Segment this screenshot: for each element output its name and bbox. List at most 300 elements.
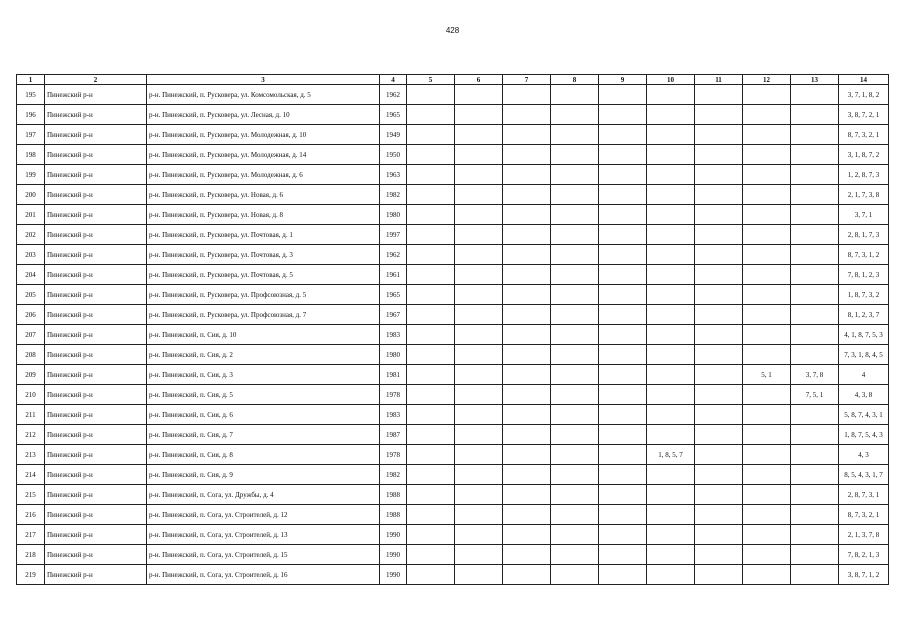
col14-cell: 2, 8, 1, 7, 3 (839, 225, 889, 245)
col13-cell (791, 405, 839, 425)
district-cell: Пинежский р-н (45, 385, 147, 405)
table-row (17, 105, 889, 125)
year-built-cell: 1990 (380, 565, 407, 585)
col5-cell (407, 225, 455, 245)
col13-cell (791, 425, 839, 445)
col9-cell (599, 165, 647, 185)
col9-cell (599, 465, 647, 485)
col14-cell: 3, 7, 1 (839, 205, 889, 225)
col10-cell (647, 365, 695, 385)
col5-cell (407, 565, 455, 585)
year-built-cell: 1983 (380, 325, 407, 345)
col14-cell: 4, 3, 8 (839, 385, 889, 405)
col12-cell (743, 245, 791, 265)
col10-cell: 1, 8, 5, 7 (647, 445, 695, 465)
address-cell: р-н. Пинежский, п. Сия, д. 8 (147, 445, 380, 465)
col13-cell (791, 145, 839, 165)
col5-cell (407, 345, 455, 365)
address-cell: р-н. Пинежский, п. Сога, ул. Строителей, д. 12 (147, 505, 380, 525)
col13-cell (791, 525, 839, 545)
col10-cell (647, 505, 695, 525)
district-cell: Пинежский р-н (45, 165, 147, 185)
year-built-cell: 1962 (380, 85, 407, 105)
col7-cell (503, 165, 551, 185)
district-cell: Пинежский р-н (45, 285, 147, 305)
address-cell: р-н. Пинежский, п. Русковера, ул. Почтовая, д. 1 (147, 225, 380, 245)
district-cell: Пинежский р-н (45, 525, 147, 545)
table-row (17, 165, 889, 185)
col13-cell (791, 245, 839, 265)
col9-cell (599, 345, 647, 365)
col7-cell (503, 145, 551, 165)
col8-cell (551, 125, 599, 145)
col10-cell (647, 125, 695, 145)
column-header-8: 8 (551, 75, 599, 85)
col6-cell (455, 325, 503, 345)
col14-cell: 4, 1, 8, 7, 5, 3 (839, 325, 889, 345)
table-row (17, 265, 889, 285)
row-number-cell: 202 (17, 225, 45, 245)
col6-cell (455, 245, 503, 265)
col7-cell (503, 425, 551, 445)
col9-cell (599, 545, 647, 565)
table-row (17, 225, 889, 245)
address-cell: р-н. Пинежский, п. Сия, д. 7 (147, 425, 380, 445)
col13-cell (791, 265, 839, 285)
col8-cell (551, 385, 599, 405)
col10-cell (647, 465, 695, 485)
col11-cell (695, 505, 743, 525)
address-cell: р-н. Пинежский, п. Русковера, ул. Почтовая, д. 5 (147, 265, 380, 285)
column-header-10: 10 (647, 75, 695, 85)
col12-cell (743, 285, 791, 305)
year-built-cell: 1965 (380, 105, 407, 125)
col5-cell (407, 205, 455, 225)
col8-cell (551, 285, 599, 305)
col12-cell (743, 325, 791, 345)
col7-cell (503, 325, 551, 345)
col10-cell (647, 245, 695, 265)
col9-cell (599, 565, 647, 585)
col11-cell (695, 445, 743, 465)
col6-cell (455, 565, 503, 585)
col10-cell (647, 405, 695, 425)
col6-cell (455, 185, 503, 205)
col11-cell (695, 245, 743, 265)
table-row (17, 425, 889, 445)
col8-cell (551, 405, 599, 425)
col8-cell (551, 265, 599, 285)
col8-cell (551, 85, 599, 105)
col7-cell (503, 345, 551, 365)
table-row (17, 505, 889, 525)
address-cell: р-н. Пинежский, п. Русковера, ул. Новая, д. 6 (147, 185, 380, 205)
col10-cell (647, 265, 695, 285)
col13-cell (791, 125, 839, 145)
col8-cell (551, 365, 599, 385)
col11-cell (695, 345, 743, 365)
col5-cell (407, 125, 455, 145)
housing-register-table (16, 74, 889, 585)
row-number-cell: 205 (17, 285, 45, 305)
col14-cell: 3, 7, 1, 8, 2 (839, 85, 889, 105)
col7-cell (503, 205, 551, 225)
col10-cell (647, 185, 695, 205)
col6-cell (455, 165, 503, 185)
col14-cell: 7, 3, 1, 8, 4, 5 (839, 345, 889, 365)
col7-cell (503, 545, 551, 565)
col5-cell (407, 265, 455, 285)
year-built-cell: 1950 (380, 145, 407, 165)
col13-cell (791, 205, 839, 225)
col9-cell (599, 445, 647, 465)
col12-cell (743, 505, 791, 525)
col14-cell: 1, 8, 7, 5, 4, 3 (839, 425, 889, 445)
year-built-cell: 1981 (380, 365, 407, 385)
col14-cell: 8, 7, 3, 1, 2 (839, 245, 889, 265)
col13-cell (791, 325, 839, 345)
col13-cell (791, 285, 839, 305)
address-cell: р-н. Пинежский, п. Русковера, ул. Новая, д. 8 (147, 205, 380, 225)
col10-cell (647, 225, 695, 245)
col8-cell (551, 145, 599, 165)
row-number-cell: 214 (17, 465, 45, 485)
table-row (17, 145, 889, 165)
col11-cell (695, 385, 743, 405)
col9-cell (599, 265, 647, 285)
col10-cell (647, 305, 695, 325)
col5-cell (407, 545, 455, 565)
address-cell: р-н. Пинежский, п. Русковера, ул. Почтовая, д. 3 (147, 245, 380, 265)
col8-cell (551, 305, 599, 325)
col6-cell (455, 85, 503, 105)
col5-cell (407, 245, 455, 265)
col9-cell (599, 305, 647, 325)
col14-cell: 8, 1, 2, 3, 7 (839, 305, 889, 325)
col9-cell (599, 185, 647, 205)
row-number-cell: 207 (17, 325, 45, 345)
table-row (17, 305, 889, 325)
table-row (17, 325, 889, 345)
table-row (17, 385, 889, 405)
col7-cell (503, 225, 551, 245)
col14-cell: 2, 1, 3, 7, 8 (839, 525, 889, 545)
col6-cell (455, 445, 503, 465)
col5-cell (407, 85, 455, 105)
col12-cell (743, 145, 791, 165)
col11-cell (695, 145, 743, 165)
district-cell: Пинежский р-н (45, 105, 147, 125)
col7-cell (503, 525, 551, 545)
col6-cell (455, 425, 503, 445)
col9-cell (599, 85, 647, 105)
year-built-cell: 1988 (380, 485, 407, 505)
table-row (17, 405, 889, 425)
col7-cell (503, 105, 551, 125)
col12-cell (743, 445, 791, 465)
col8-cell (551, 425, 599, 445)
column-header-11: 11 (695, 75, 743, 85)
col9-cell (599, 485, 647, 505)
district-cell: Пинежский р-н (45, 365, 147, 385)
col13-cell (791, 505, 839, 525)
row-number-cell: 216 (17, 505, 45, 525)
col8-cell (551, 345, 599, 365)
col9-cell (599, 245, 647, 265)
col11-cell (695, 85, 743, 105)
col6-cell (455, 465, 503, 485)
col9-cell (599, 205, 647, 225)
col14-cell: 1, 2, 8, 7, 3 (839, 165, 889, 185)
col8-cell (551, 505, 599, 525)
year-built-cell: 1988 (380, 505, 407, 525)
col12-cell (743, 525, 791, 545)
col11-cell (695, 325, 743, 345)
col10-cell (647, 485, 695, 505)
column-header-2: 2 (45, 75, 147, 85)
col9-cell (599, 105, 647, 125)
col7-cell (503, 505, 551, 525)
col14-cell: 4, 3 (839, 445, 889, 465)
row-number-cell: 219 (17, 565, 45, 585)
col6-cell (455, 225, 503, 245)
col6-cell (455, 345, 503, 365)
table-row (17, 565, 889, 585)
col9-cell (599, 225, 647, 245)
col11-cell (695, 125, 743, 145)
year-built-cell: 1965 (380, 285, 407, 305)
district-cell: Пинежский р-н (45, 305, 147, 325)
col6-cell (455, 105, 503, 125)
col9-cell (599, 145, 647, 165)
col13-cell (791, 565, 839, 585)
row-number-cell: 209 (17, 365, 45, 385)
row-number-cell: 200 (17, 185, 45, 205)
col14-cell: 3, 1, 8, 7, 2 (839, 145, 889, 165)
col7-cell (503, 285, 551, 305)
col8-cell (551, 565, 599, 585)
col6-cell (455, 405, 503, 425)
col14-cell: 1, 8, 7, 3, 2 (839, 285, 889, 305)
col5-cell (407, 445, 455, 465)
col11-cell (695, 465, 743, 485)
col9-cell (599, 285, 647, 305)
district-cell: Пинежский р-н (45, 345, 147, 365)
col11-cell (695, 285, 743, 305)
col8-cell (551, 525, 599, 545)
col5-cell (407, 385, 455, 405)
district-cell: Пинежский р-н (45, 545, 147, 565)
year-built-cell: 1967 (380, 305, 407, 325)
table-row (17, 445, 889, 465)
col8-cell (551, 105, 599, 125)
col11-cell (695, 545, 743, 565)
col11-cell (695, 565, 743, 585)
district-cell: Пинежский р-н (45, 205, 147, 225)
col9-cell (599, 525, 647, 545)
col11-cell (695, 305, 743, 325)
col8-cell (551, 205, 599, 225)
year-built-cell: 1987 (380, 425, 407, 445)
year-built-cell: 1983 (380, 405, 407, 425)
col11-cell (695, 225, 743, 245)
col12-cell (743, 85, 791, 105)
col14-cell: 5, 8, 7, 4, 3, 1 (839, 405, 889, 425)
col10-cell (647, 345, 695, 365)
district-cell: Пинежский р-н (45, 405, 147, 425)
column-header-13: 13 (791, 75, 839, 85)
col13-cell (791, 465, 839, 485)
col11-cell (695, 205, 743, 225)
address-cell: р-н. Пинежский, п. Русковера, ул. Профсоюзная, д. 7 (147, 305, 380, 325)
address-cell: р-н. Пинежский, п. Русковера, ул. Лесная, д. 10 (147, 105, 380, 125)
col7-cell (503, 245, 551, 265)
row-number-cell: 195 (17, 85, 45, 105)
col8-cell (551, 485, 599, 505)
col14-cell: 3, 8, 7, 1, 2 (839, 565, 889, 585)
col7-cell (503, 185, 551, 205)
row-number-cell: 199 (17, 165, 45, 185)
district-cell: Пинежский р-н (45, 85, 147, 105)
col6-cell (455, 545, 503, 565)
col12-cell (743, 465, 791, 485)
year-built-cell: 1978 (380, 385, 407, 405)
col14-cell: 2, 1, 7, 3, 8 (839, 185, 889, 205)
col7-cell (503, 385, 551, 405)
col10-cell (647, 105, 695, 125)
address-cell: р-н. Пинежский, п. Сия, д. 10 (147, 325, 380, 345)
year-built-cell: 1990 (380, 545, 407, 565)
col10-cell (647, 565, 695, 585)
col12-cell (743, 225, 791, 245)
col7-cell (503, 85, 551, 105)
col11-cell (695, 185, 743, 205)
address-cell: р-н. Пинежский, п. Сия, д. 5 (147, 385, 380, 405)
address-cell: р-н. Пинежский, п. Русковера, ул. Молодежная, д. 6 (147, 165, 380, 185)
table-body (17, 85, 889, 585)
column-header-14: 14 (839, 75, 889, 85)
col13-cell (791, 85, 839, 105)
col8-cell (551, 185, 599, 205)
district-cell: Пинежский р-н (45, 325, 147, 345)
col13-cell (791, 105, 839, 125)
address-cell: р-н. Пинежский, п. Сога, ул. Строителей, д. 16 (147, 565, 380, 585)
col7-cell (503, 445, 551, 465)
table-row (17, 285, 889, 305)
year-built-cell: 1963 (380, 165, 407, 185)
year-built-cell: 1949 (380, 125, 407, 145)
col13-cell (791, 185, 839, 205)
col5-cell (407, 325, 455, 345)
year-built-cell: 1978 (380, 445, 407, 465)
col13-cell: 7, 5, 1 (791, 385, 839, 405)
year-built-cell: 1982 (380, 185, 407, 205)
col10-cell (647, 425, 695, 445)
col11-cell (695, 525, 743, 545)
address-cell: р-н. Пинежский, п. Русковера, ул. Профсоюзная, д. 5 (147, 285, 380, 305)
col12-cell: 5, 1 (743, 365, 791, 385)
district-cell: Пинежский р-н (45, 265, 147, 285)
table-row (17, 525, 889, 545)
district-cell: Пинежский р-н (45, 185, 147, 205)
column-header-12: 12 (743, 75, 791, 85)
col7-cell (503, 305, 551, 325)
col6-cell (455, 305, 503, 325)
col11-cell (695, 265, 743, 285)
col9-cell (599, 125, 647, 145)
col9-cell (599, 365, 647, 385)
page-number: 428 (445, 26, 460, 35)
col11-cell (695, 485, 743, 505)
col6-cell (455, 265, 503, 285)
col8-cell (551, 445, 599, 465)
col10-cell (647, 145, 695, 165)
col13-cell (791, 545, 839, 565)
col12-cell (743, 205, 791, 225)
table-row (17, 85, 889, 105)
row-number-cell: 212 (17, 425, 45, 445)
col13-cell (791, 345, 839, 365)
col13-cell (791, 165, 839, 185)
col8-cell (551, 245, 599, 265)
col6-cell (455, 125, 503, 145)
col5-cell (407, 165, 455, 185)
col9-cell (599, 425, 647, 445)
col8-cell (551, 545, 599, 565)
district-cell: Пинежский р-н (45, 225, 147, 245)
col6-cell (455, 285, 503, 305)
col11-cell (695, 405, 743, 425)
col5-cell (407, 525, 455, 545)
col11-cell (695, 425, 743, 445)
col11-cell (695, 365, 743, 385)
col5-cell (407, 505, 455, 525)
district-cell: Пинежский р-н (45, 425, 147, 445)
col8-cell (551, 465, 599, 485)
address-cell: р-н. Пинежский, п. Русковера, ул. Молодежная, д. 10 (147, 125, 380, 145)
table-row (17, 245, 889, 265)
col13-cell (791, 445, 839, 465)
col13-cell (791, 305, 839, 325)
column-header-3: 3 (147, 75, 380, 85)
row-number-cell: 213 (17, 445, 45, 465)
col6-cell (455, 365, 503, 385)
column-header-7: 7 (503, 75, 551, 85)
address-cell: р-н. Пинежский, п. Сия, д. 9 (147, 465, 380, 485)
column-header-9: 9 (599, 75, 647, 85)
col7-cell (503, 565, 551, 585)
district-cell: Пинежский р-н (45, 245, 147, 265)
address-cell: р-н. Пинежский, п. Русковера, ул. Молодежная, д. 14 (147, 145, 380, 165)
col5-cell (407, 145, 455, 165)
address-cell: р-н. Пинежский, п. Сия, д. 3 (147, 365, 380, 385)
col12-cell (743, 125, 791, 145)
col5-cell (407, 285, 455, 305)
col10-cell (647, 85, 695, 105)
row-number-cell: 211 (17, 405, 45, 425)
table-row (17, 365, 889, 385)
column-number-header-row (17, 75, 889, 85)
col14-cell: 8, 5, 4, 3, 1, 7 (839, 465, 889, 485)
col5-cell (407, 305, 455, 325)
row-number-cell: 210 (17, 385, 45, 405)
row-number-cell: 198 (17, 145, 45, 165)
address-cell: р-н. Пинежский, п. Сога, ул. Дружбы, д. 4 (147, 485, 380, 505)
col14-cell: 7, 8, 1, 2, 3 (839, 265, 889, 285)
col13-cell: 3, 7, 8 (791, 365, 839, 385)
col14-cell: 2, 8, 7, 3, 1 (839, 485, 889, 505)
year-built-cell: 1990 (380, 525, 407, 545)
